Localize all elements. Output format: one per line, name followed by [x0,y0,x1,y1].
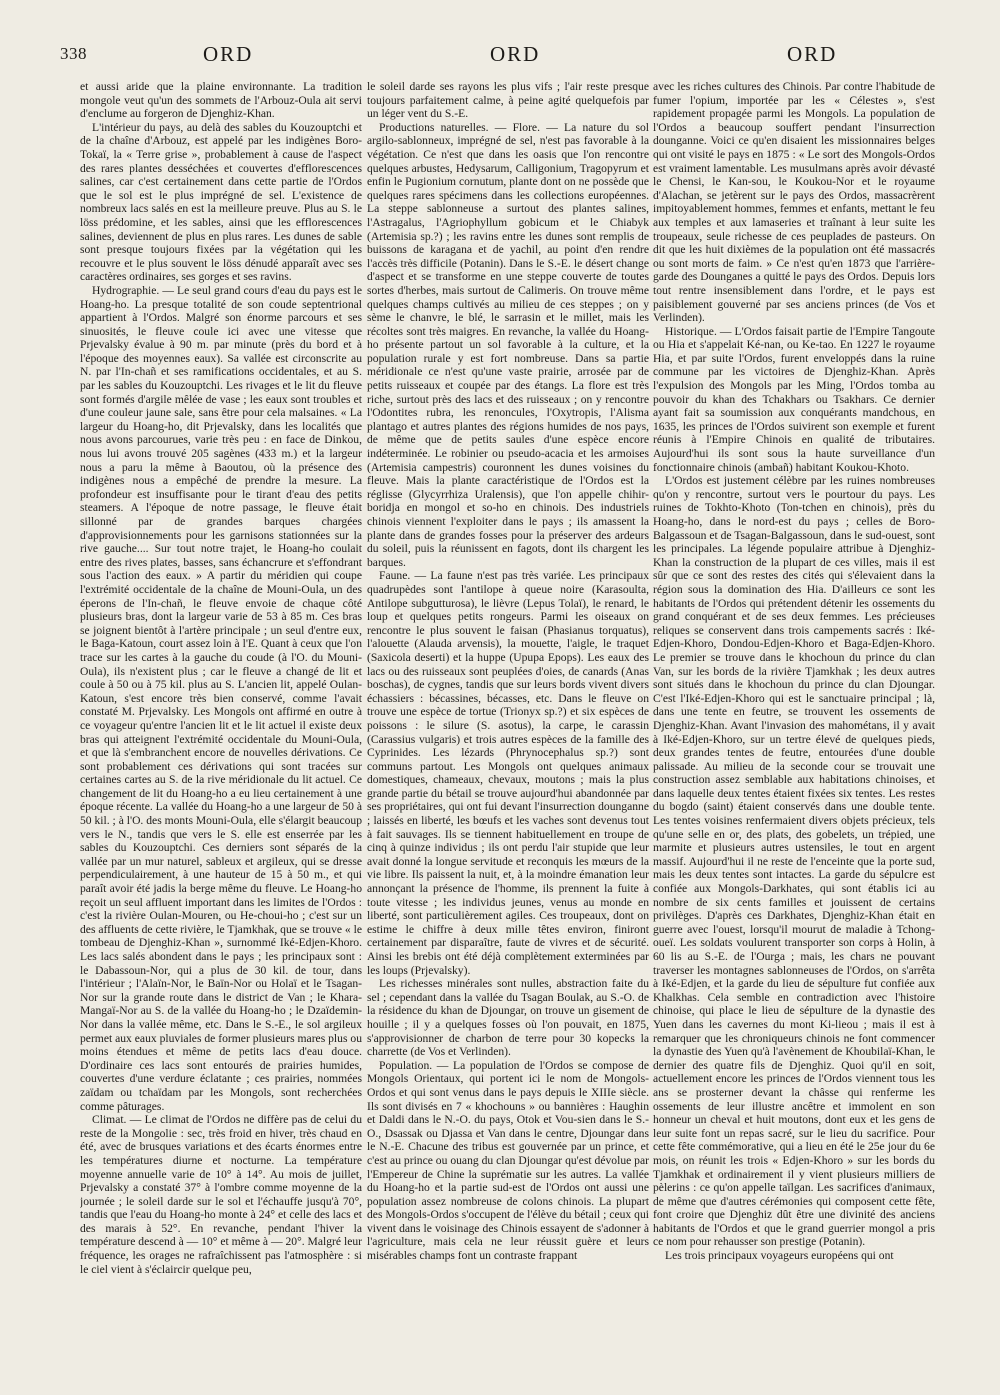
running-head-left: ORD [203,42,254,66]
text-column-1 [80,80,362,1375]
paragraph: le soleil darde ses rayons les plus vifs ; l'air reste presque toujours parfaitement calme, à peine agité quelquefois par un léger vent du S.-E. [367,80,649,121]
running-head-center: ORD [490,42,541,66]
paragraph-historique: Historique. — L'Ordos faisait partie de l'Empire Tangoute ou Hia et s'appelait Ké-nan, ou Ke-tao. En 1227 le royaume Hia, et par suite l'Ordos, furent enveloppés dans la ruine commune par les victoires de Djenghiz-Khan. Après l'expulsion des Mongols par les Ming, l'Ordos tomba au pouvoir du khan des Tchakhars ou Tsakhars. Ce dernier ayant fait sa soumission aux conquérants mandchous, en 1635, les princes de l'Ordos suivirent son exemple et furent réunis à l'Empire Chinois en qualité de tributaires. Aujourd'hui ils sont sous la haute surveillance d'un fonctionnaire chinois (ambañ) habitant Koukou-Khoto. [653,324,935,474]
paragraph-richesses: Les richesses minérales sont nulles, abstraction faite du sel ; cependant dans la vallée du Tsagan Boulak, au S.-O. de la résidence du khan de Djoungar, on trouve un gisement de houille ; il y a quelques fosses où l'on pouvait, en 1875, s'approvisionner de charbon de terre pour 30 kopecks la charrette (de Vos et Verlinden). [367,977,649,1059]
paragraph-climat: Climat. — Le climat de l'Ordos ne diffère pas de celui du reste de la Mongolie : sec, très froid en hiver, très chaud en été, avec de brusques variations et des écarts énormes entre les températures diurne et nocturne. La température moyenne annuelle varie de 10° à 14°. Au mois de juillet, Prjevalsky a constaté 37° à l'ombre comme moyenne de la journée ; le soleil darde sur le sol et l'échauffe jusqu'à 70°, tandis que l'eau du Hoang-ho monte à 24° et celle des lacs et des marais à 52°. En revanche, pendant l'hiver la température descend à — 10° et même à — 20°. Malgré leur fréquence, les orages ne rafraîchissent pas l'atmosphère : si le ciel vient à s'éclaircir quelque peu, [80,1113,362,1276]
text-column-2 [367,80,649,1375]
paragraph-population: Population. — La population de l'Ordos se compose de Mongols Orientaux, qui portent ici le nom de Mongols-Ordos et qui sont venus dans le pays depuis le XIIIe siècle. Ils sont divisés en 7 « khochouns » ou bannières : Haughin et Daldi dans le N.-O. du pays, Otok et Vou-sien dans le S.-O., Dsassak ou Djassa et Van dans le centre, Djoungar dans le N.-E. Chacune des tribus est gouvernée par un prince, et c'est au prince ou ouang du clan Djoungar qu'est dévolue par l'Empereur de Chine la suprématie sur les autres. La vallée du Hoang-ho et la partie sud-est de l'Ordos ont aussi une population assez nombreuse de colons chinois. La plupart des Mongols-Ordos s'occupent de l'élève du bétail ; ceux qui vivent dans le voisinage des Chinois essayent de s'adonner à l'agriculture, mais cela ne leur réussit guère et leurs misérables champs font un contraste frappant [367,1058,649,1263]
paragraph: et aussi aride que la plaine environnante. La tradition mongole veut qu'un des sommets de l'Arbouz-Oula ait servi d'enclume au forgeron de Djenghiz-Khan. [80,80,362,121]
paragraph: Les trois principaux voyageurs européens qui ont [665,1249,894,1263]
paragraph: avec les riches cultures des Chinois. Par contre l'habitude de fumer l'opium, importée par les « Célestes », s'est rapidement propagée parmi les Mongols. La population de l'Ordos a beaucoup souffert pendant l'insurrection dounganne. Voici ce qu'en disaient les missionnaires belges qui ont visité le pays en 1875 : « Le sort des Mongols-Ordos est vraiment lamentable. Les musulmans après avoir dévasté le Chensi, le Kan-sou, le Koukou-Nor et le royaume d'Alachan, se jetèrent sur le pays des Ordos, massacrèrent impitoyablement hommes, femmes et enfants, mettant le feu aux temples et aux lamaseries et traînant à leur suite les troupeaux, seule richesse de ces peuplades de pasteurs. On dit que les huit dixièmes de la population ont été massacrés ou sont morts de faim. » Ce n'est qu'en 1873 que l'arrière-garde des Dounganes a quitté le pays des Ordos. Depuis lors tout rentre insensiblement dans l'ordre, et le pays est paisiblement gouverné par ses anciens princes (de Vos et Verlinden). [653,80,935,325]
paragraph-flore: Productions naturelles. — Flore. — La nature du sol argilo-sablonneux, imprégné de sel, n'est pas favorable à la végétation. Ce n'est que dans les oasis que l'on rencontre quelques arbustes, Hedysarum, Calligonium, Tragopyrum et enfin le Pugionium cornutum, plante dont on ne possède que quelques rares spécimens dans les collections européennes. La steppe sablonneuse a surtout des plantes salines, l'Astragalus, l'Agriophyllum gobicum et le Chiabyk (Artemisia sp.?) ; les ravins entre les dunes sont remplis de buissons de karagana et de yachil, au point d'en rendre l'accès très difficile (Potanin). Dans le S.-E. le désert change d'aspect et se transforme en une steppe couverte de toutes sortes d'herbes, mais surtout de Calimeris. On trouve même quelques champs cultivés au milieu de ces steppes ; on y sème le chanvre, le blé, le sarrasin et le millet, mais les récoltes sont très maigres. En revanche, la vallée du Hoang-ho présente partout un sol favorable à la culture, et la population rurale y est fort nombreuse. Dans sa partie méridionale ce n'est qu'une vaste prairie, arrosée par de petits ruisseaux et coupée par des étangs. La flore est très riche, surtout près des lacs et des ruisseaux ; on y rencontre l'Odontites rubra, les renoncules, l'Oxytropis, l'Alisma plantago et autres plantes des régions humides de nos pays, de même que de petits saules d'une espèce encore indéterminée. Le robinier ou pseudo-acacia et les armoises (Artemisia campestris) couronnent les dunes voisines du fleuve. Mais la plante caractéristique de l'Ordos est la réglisse (Glycyrrhiza Uralensis), que l'on appelle chihir-boridja en mongol et so-ho en chinois. Des industriels chinois viennent l'exploiter dans le pays ; ils amassent la plante dans de grandes fosses pour la préserver des ardeurs du soleil, puis la réunissent en fagots, dont ils chargent les barques. [367,120,649,569]
page-header [0,40,1000,80]
paragraph-faune: Faune. — La faune n'est pas très variée. Les principaux quadrupèdes sont l'antilope à queue noire (Karasoulta, Antilope subgutturosa), le lièvre (Lepus Tolaï), le renard, le loup et quelques petits rongeurs. Parmi les oiseaux on rencontre le plus souvent le faisan (Phasianus torquatus), l'alouette (Alauda arvensis), la mouette, l'aigle, le traquet (Saxicola deserti) et la huppe (Upupa Epops). Les eaux des lacs ou des ruisseaux sont peuplées d'oies, de canards (Anas boschas), de cygnes, tandis que sur leurs bords vivent divers échassiers : bécassines, bécasses, etc. Dans le fleuve on trouve une espèce de tortue (Trionyx sp.?) et six espèces de poissons : le silure (S. asotus), la carpe, le carassin (Carassius vulgaris) et trois autres espèces de la famille des Cyprinides. Les lézards (Phrynocephalus sp.?) sont communs partout. Les Mongols ont quelques animaux domestiques, chameaux, chevaux, moutons ; mais la plus grande partie du bétail se trouve aujourd'hui abandonnée par ses propriétaires, qui ont fui devant l'insurrection dounganne ; laissés en liberté, les bœufs et les vaches sont devenus tout à fait sauvages. Ils se tiennent habituellement en troupe de cinq à quinze individus ; ils ont perdu l'air stupide que leur avait donné la longue servitude et reconquis les mœurs de la vie libre. Ils paissent la nuit, et, à la moindre émanation leur annonçant la présence de l'homme, ils prennent la fuite à toute vitesse ; les individus jeunes, venus au monde en liberté, sont particulièrement agiles. Ces troupeaux, dont on estime le chiffre à deux mille têtes environ, finiront certainement par disparaître, faute de vivres et de sécurité. Ainsi les brebis ont été déjà complètement exterminées par les loups (Prjevalsky). [367,569,649,977]
running-head-right: ORD [787,42,838,66]
text-column-3 [653,80,935,1375]
page-number: 338 [60,44,87,63]
paragraph-ruines: L'Ordos est justement célèbre par les ruines nombreuses qu'on y rencontre, surtout vers le pourtour du pays. Les ruines de Tokhto-Khoto (Ton-tchen en chinois), près du Hoang-ho, dans le nord-est du pays ; celles de Boro-Balgassoun et de Tsagan-Balgassoun, dans le sud-ouest, sont les principales. La légende populaire attribue à Djenghiz-Khan la construction de la plupart de ces villes, mais il est sûr que ce sont des restes des cités qui s'élevaient dans la région sous la domination des Hia. D'ailleurs ce sont les habitants de l'Ordos qui prétendent détenir les ossements du grand conquérant et de ses deux femmes. Les précieuses reliques se conservent dans trois campements sacrés : Iké-Edjen-Khoro, Dondou-Edjen-Khoro et Baga-Edjen-Khoro. Le premier se trouve dans le khochoun du prince du clan Van, sur les bords de la rivière Tjamkhak ; les deux autres sont situés dans le khochoun du prince du clan Djoungar. C'est l'Iké-Edjen-Khoro qui est le sanctuaire principal ; là, dans une tente en feutre, se trouvent les ossements de Djenghiz-Khan. Avant l'invasion des mahométans, il y avait à Iké-Edjen-Khoro, sur un tertre élevé de quelques pieds, deux grandes tentes de feutre, entourées d'une double palissade. Au milieu de la seconde cour se trouvait une construction assez semblable aux habitations chinoises, et dans laquelle deux tentes étaient fixées six tentes. Les restes du bogdo (saint) étaient conservés dans une double tente. Les tentes voisines renfermaient divers objets précieux, tels qu'une selle en or, des plats, des gobelets, un trépied, une marmite et plusieurs autres ustensiles, le tout en argent massif. Aujourd'hui il ne reste de l'enceinte que la porte sud, mais les deux tentes sont intactes. La garde du sépulcre est confiée aux Mongols-Darkhates, qui sont établis ici au nombre de six cents familles et jouissent de certains privilèges. D'après ces Darkhates, Djenghiz-Khan était en guerre avec l'ouest, lorsqu'il mourut de maladie à Tchong-oueï. Les soldats voulurent transporter son corps à Holin, à 60 lis au S.-E. de l'Ourga ; mais, les chars ne pouvant traverser les montagnes sablonneuses de l'Ordos, on s'arrêta à Iké-Edjen, et la garde du lieu de sépulture fut confiée aux Khalkhas. Cela semble en contradiction avec l'histoire chinoise, qui place le lieu de sépulture de la dynastie des Yuen dans les cavernes du mont Ki-lieou ; mais il est à remarquer que les chroniqueurs chinois ne font commencer la dynastie des Yuen qu'à l'avènement de Khoubilaï-Khan, le dernier des quatre fils de Djenghiz. Quoi qu'il en soit, actuellement encore les princes de l'Ordos viennent tous les ans se prosterner devant la châsse qui renferme les ossements de leur illustre ancêtre et immolent en son honneur un cheval et huit moutons, dont eux et les gens de leur suite font un repas sacré, sur le lieu du sacrifice. Pour cette fête commémorative, qui a lieu en été le 25e jour du 6e mois, on réunit les trois « Edjen-Khoro » sur les bords du Tjamkhak et ordinairement il y vient plusieurs milliers de pèlerins : ce qu'on appelle taïlgan. Les sacrifices d'animaux, de même que d'autres cérémonies qui composent cette fête, font croire que Djenghiz dût être une divinité des anciens habitants de l'Ordos et que le grand guerrier mongol a pris ce nom pour rehausser son prestige (Potanin). [653,474,935,1249]
paragraph-hydrographie: Hydrographie. — Le seul grand cours d'eau du pays est le Hoang-ho. La presque totalité de son coude septentrional appartient à l'Ordos. Malgré son énorme parcours et ses sinuosités, le fleuve coule ici avec une vitesse que Prjevalsky évalue à 90 m. par minute (près du bord et à l'époque des moyennes eaux). Sa vallée est circonscrite au N. par l'In-chañ et ses ramifications occidentales, et au S. par les sables du Kouzouptchi. Les rivages et le lit du fleuve sont formés d'argile mêlée de vase ; les eaux sont troubles et d'une couleur jaune sale, sans être pour cela malsaines. « La largeur du Hoang-ho, dit Prjevalsky, dans les localités que nous avons parcourues, varie très peu : en face de Dinkou, nous lui avons trouvé 205 sagènes (433 m.) et la largeur nous a paru la même à Baoutou, où la présence des indigènes nous a empêché de prendre la mesure. La profondeur est insuffisante pour le tirant d'eau des petits steamers. A l'époque de notre passage, le fleuve était sillonné par de grandes barques chargées d'approvisionnements pour les garnisons stationnées sur la rive gauche.... Sur tout notre trajet, le Hoang-ho coulait entre des rives plates, basses, sans échancrure et s'effondrant sous l'action des eaux. » A partir du méridien qui coupe l'extrémité occidentale de la chaîne de Mouni-Oula, un des éperons de l'In-chañ, le fleuve envoie de chaque côté plusieurs bras, dont la largeur varie de 53 à 85 m. Ces bras se joignent bientôt à l'artère principale ; un seul d'entre eux, le Baga-Katoun, court assez loin à l'E. Quant à ceux que l'on trace sur les cartes à la gauche du coude (à l'O. du Mouni-Oula), ils n'existent plus ; car le fleuve a changé de lit et coule à 50 ou à 75 kil. plus au S. L'ancien lit, appelé Oulan-Katoun, s'est encore très bien conservé, comme l'avait constaté M. Prjevalsky. Les Mongols ont affirmé en outre à ce voyageur qu'entre l'ancien lit et le lit actuel il existe deux bras qui atteignent l'extrémité occidentale du Mouni-Oula, et que là s'embranchent encore de nouvelles dérivations. Ce sont probablement ces dérivations qui sont tracées sur certaines cartes au S. de la rive méridionale du lit actuel. Ce changement de lit du Hoang-ho a eu lieu certainement à une époque récente. La vallée du Hoang-ho a une largeur de 50 à 50 kil. ; à l'O. des monts Mouni-Oula, elle s'élargit beaucoup vers le N., tandis que vers le S. elle est enserrée par les sables du Kouzouptchi. Ces derniers sont séparés de la vallée par un mur naturel, sableux et argileux, qui se dresse perpendiculairement, à une hauteur de 15 à 50 m., et qui paraît avoir été jadis la berge même du fleuve. Le Hoang-ho reçoit un seul affluent important dans les limites de l'Ordos : c'est la rivière Oulan-Mouren, ou He-choui-ho ; c'est sur un des affluents de cette rivière, le Tjamkhak, que se trouve « le tombeau de Djenghiz-Khan », surnommé Iké-Edjen-Khoro. Les lacs salés abondent dans le pays ; les principaux sont : le Dabassoun-Nor, qui a plus de 30 kil. de tour, dans l'intérieur ; l'Alaïn-Nor, le Baïn-Nor ou Holaï et le Tsagan-Nor sur la grande route dans le district de Van ; le Khara-Mangaï-Nor au S. de la vallée du Hoang-ho ; le Dzaïdemin-Nor dans la vallée même, etc. Dans le S.-E., le sol argileux permet aux eaux pluviales de former plusieurs mares plus ou moins étendues et même de petits lacs d'eau douce. D'ordinaire ces lacs sont entourés de prairies humides, couvertes d'une verdure éclatante ; ces prairies, nommées zaïdam ou tchaïdam par les Mongols, sont recherchées comme pâturages. [80,283,362,1113]
paragraph: L'intérieur du pays, au delà des sables du Kouzouptchi et de la chaîne d'Arbouz, est appelé par les indigènes Boro-Tokaï, la « Terre grise », probablement à cause de l'aspect des rares plantes desséchées et couvertes d'efflorescences salines, car c'est certainement dans cette partie de l'Ordos que le sol est le plus imprégné de sel. L'existence de nombreux lacs salés en est la meilleure preuve. Plus au S. le löss prédomine, et les sables, ainsi que les efflorescences salines, deviennent de plus en plus rares. Les dunes de sable sont presque toujours fixées par la végétation qui les recouvre et le plus souvent le löss dénudé apparaît avec ses caractères ordinaires, ses gorges et ses ravins. [80,120,362,284]
